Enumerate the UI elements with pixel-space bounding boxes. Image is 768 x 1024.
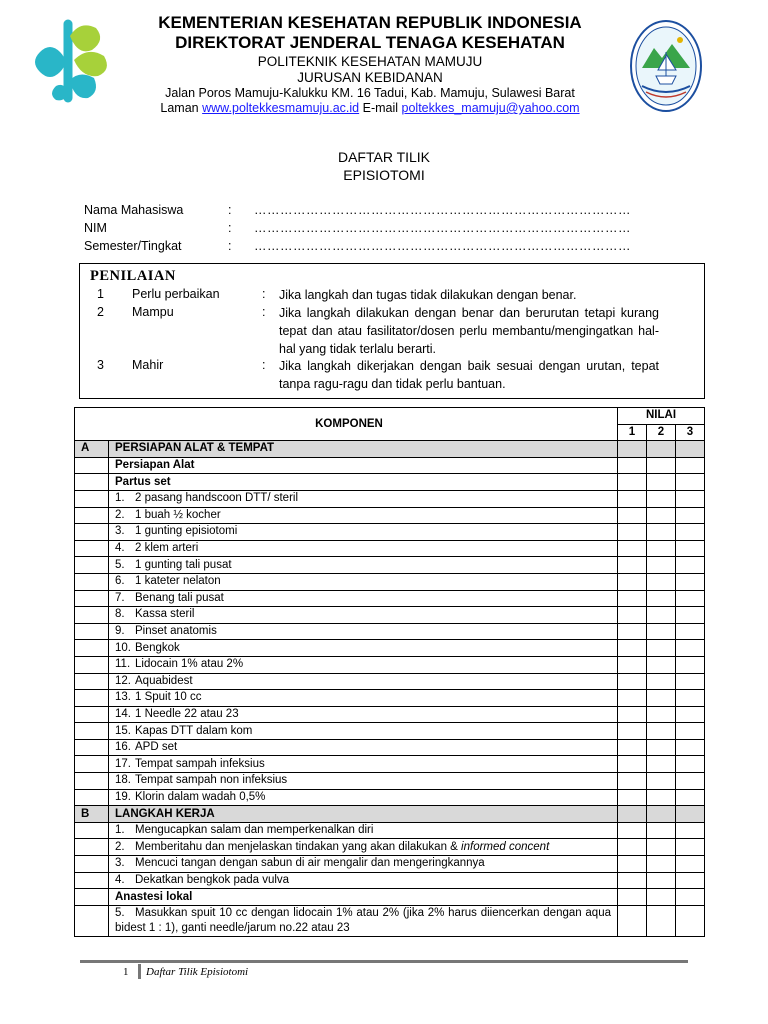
item-number: 5. (115, 558, 125, 571)
score-cell[interactable] (676, 656, 705, 673)
item-number: 16. (115, 741, 131, 754)
score-col-header: 1 (618, 424, 647, 441)
score-cell[interactable] (647, 490, 676, 507)
empty-cell (75, 905, 109, 936)
empty-cell (75, 872, 109, 889)
score-col-header: 2 (647, 424, 676, 441)
table-row (75, 590, 705, 607)
empty-cell (75, 573, 109, 590)
komponen-header: KOMPONEN (75, 408, 618, 441)
item-text: 1 Needle 22 atau 23 (135, 707, 239, 720)
score-cell[interactable] (647, 607, 676, 624)
item-number: 4. (115, 542, 125, 555)
score-cell[interactable] (618, 673, 647, 690)
item-number: 13. (115, 691, 131, 704)
item-text: 1 Spuit 10 cc (135, 691, 202, 704)
score-cell[interactable] (676, 640, 705, 657)
score-cell[interactable] (676, 773, 705, 790)
item-number: 1. (115, 492, 125, 505)
empty-cell (75, 690, 109, 707)
item-number: 2. (115, 840, 125, 853)
score-cell[interactable] (618, 607, 647, 624)
legend-name-2: Mampu (132, 305, 174, 319)
address: Jalan Poros Mamuju-Kalukku KM. 16 Tadui, Kab. Mamuju, Sulawesi Barat (165, 86, 575, 100)
assessment-legend-box (79, 263, 705, 399)
legend-name-1: Perlu perbaikan (132, 287, 220, 301)
score-cell[interactable] (676, 706, 705, 723)
item-number: 10. (115, 641, 131, 654)
score-cell[interactable] (647, 623, 676, 640)
score-cell[interactable] (676, 806, 705, 823)
score-cell[interactable] (647, 889, 676, 906)
score-cell[interactable] (618, 490, 647, 507)
legend-desc-2: Jika langkah dilakukan dengan benar dan berurutan tetapi kurang tepat dan atau fasilitator/dosen perlu membantu/mengingatkan hal-hal yang tidak terlalu berarti. (279, 306, 659, 356)
item-text: Tempat sampah non infeksius (135, 774, 288, 787)
empty-cell (75, 789, 109, 806)
item-text: Lidocain 1% atau 2% (135, 658, 244, 671)
empty-cell (75, 590, 109, 607)
item-number: 18. (115, 774, 131, 787)
score-cell[interactable] (618, 457, 647, 474)
score-cell[interactable] (618, 822, 647, 839)
directorate-name: DIREKTORAT JENDERAL TENAGA KESEHATAN (175, 33, 565, 52)
score-cell[interactable] (676, 739, 705, 756)
table-row (75, 623, 705, 640)
item-text: Mengucapkan salam dan memperkenalkan diri (135, 824, 374, 837)
table-row (75, 872, 705, 889)
item-text: APD set (135, 741, 178, 754)
item-number: 5. (115, 906, 125, 919)
item-text: 1 kateter nelaton (135, 575, 221, 588)
item-number: 11. (115, 658, 131, 671)
score-cell[interactable] (676, 690, 705, 707)
score-cell[interactable] (676, 573, 705, 590)
checklist-item (109, 839, 618, 856)
score-cell[interactable] (647, 806, 676, 823)
item-text: 2 pasang handscoon DTT/ steril (135, 492, 299, 505)
table-row (75, 656, 705, 673)
score-cell[interactable] (647, 573, 676, 590)
footer-title: Daftar Tilik Episiotomi (146, 966, 249, 978)
score-cell[interactable] (618, 889, 647, 906)
item-text: Mencuci tangan dengan sabun di air mengalir dan mengeringkannya (135, 857, 485, 870)
score-col-header: 3 (676, 424, 705, 441)
student-name-field[interactable]: …………………………………………………………………………… (254, 203, 631, 217)
institution-name: POLITEKNIK KESEHATAN MAMUJU (257, 54, 483, 69)
empty-cell (75, 739, 109, 756)
score-cell[interactable] (647, 905, 676, 936)
student-name-label: Nama Mahasiswa (84, 203, 184, 217)
empty-cell (75, 839, 109, 856)
semester-label: Semester/Tingkat (84, 239, 182, 253)
item-text: 1 gunting tali pusat (135, 558, 232, 571)
score-cell[interactable] (676, 524, 705, 541)
table-row (75, 706, 705, 723)
footer-rule (80, 960, 688, 963)
item-number: 7. (115, 591, 125, 604)
empty-cell (75, 474, 109, 491)
table-row (75, 690, 705, 707)
item-text: Benang tali pusat (135, 591, 224, 604)
checklist-item (109, 756, 618, 773)
score-cell[interactable] (676, 557, 705, 574)
score-cell[interactable] (676, 839, 705, 856)
item-number: 1. (115, 824, 125, 837)
score-cell[interactable] (618, 773, 647, 790)
empty-cell (75, 540, 109, 557)
empty-cell (75, 607, 109, 624)
score-cell[interactable] (676, 540, 705, 557)
legend-score-2: 2 (97, 305, 104, 319)
empty-cell (75, 856, 109, 873)
table-row (75, 856, 705, 873)
checklist-item (109, 573, 618, 590)
item-number: 6. (115, 575, 125, 588)
table-row (75, 640, 705, 657)
table-row (75, 673, 705, 690)
score-cell[interactable] (647, 822, 676, 839)
score-cell[interactable] (647, 856, 676, 873)
student-nim-row (84, 221, 631, 235)
table-row (75, 839, 705, 856)
item-text: 1 gunting episiotomi (135, 525, 238, 538)
score-cell[interactable] (618, 723, 647, 740)
student-name-row (84, 203, 631, 217)
score-cell[interactable] (647, 507, 676, 524)
nilai-header: NILAI (618, 408, 705, 425)
colon: : (228, 221, 232, 235)
item-text: Masukkan spuit 10 cc dengan lidocain 1% atau 2% (jika 2% harus diiencerkan dengan aqua bidest 1 : 1), ganti needle/jarum no.22 atau 23 (115, 906, 611, 934)
checklist-item (109, 673, 618, 690)
section-title: LANGKAH KERJA (109, 806, 618, 823)
empty-cell (75, 507, 109, 524)
table-row (75, 723, 705, 740)
score-cell[interactable] (676, 474, 705, 491)
table-row (75, 607, 705, 624)
section-letter: B (75, 806, 109, 823)
score-cell[interactable] (676, 607, 705, 624)
checklist-item (109, 524, 618, 541)
website-link[interactable]: www.poltekkesmamuju.ac.id (202, 101, 360, 115)
score-cell[interactable] (618, 573, 647, 590)
score-cell[interactable] (676, 457, 705, 474)
score-cell[interactable] (618, 590, 647, 607)
table-row (75, 773, 705, 790)
student-nim-label: NIM (84, 221, 107, 235)
colon: : (262, 305, 266, 319)
score-cell[interactable] (618, 905, 647, 936)
email-label: E-mail (362, 101, 399, 115)
semester-row (84, 239, 631, 253)
table-row (75, 573, 705, 590)
item-text: Dekatkan bengkok pada vulva (135, 873, 290, 886)
score-cell[interactable] (647, 756, 676, 773)
score-cell[interactable] (618, 524, 647, 541)
empty-cell (75, 822, 109, 839)
item-text: 1 buah ½ kocher (135, 508, 221, 521)
score-cell[interactable] (618, 690, 647, 707)
colon: : (262, 358, 266, 372)
checklist-item (109, 590, 618, 607)
department-name: JURUSAN KEBIDANAN (297, 70, 443, 85)
score-cell[interactable] (647, 773, 676, 790)
score-cell[interactable] (647, 872, 676, 889)
score-cell[interactable] (647, 839, 676, 856)
item-text: Tempat sampah infeksius (135, 757, 265, 770)
checklist-item (109, 690, 618, 707)
score-cell[interactable] (647, 640, 676, 657)
item-number: 8. (115, 608, 125, 621)
empty-cell (75, 656, 109, 673)
table-row (75, 507, 705, 524)
item-number: 12. (115, 674, 131, 687)
score-cell[interactable] (676, 673, 705, 690)
score-cell[interactable] (676, 822, 705, 839)
score-cell[interactable] (618, 474, 647, 491)
checklist-item (109, 557, 618, 574)
section-letter: A (75, 441, 109, 458)
checklist-item (109, 905, 618, 936)
score-cell[interactable] (618, 756, 647, 773)
score-cell[interactable] (618, 507, 647, 524)
legend-desc-3: Jika langkah dikerjakan dengan baik sesuai dengan urutan, tepat tanpa ragu-ragu dan tidak perlu bantuan. (279, 359, 659, 391)
score-cell[interactable] (618, 739, 647, 756)
score-cell[interactable] (618, 540, 647, 557)
kemenkes-logo (26, 16, 116, 106)
checklist-item (109, 723, 618, 740)
score-cell[interactable] (676, 723, 705, 740)
assessment-legend-title: PENILAIAN (90, 268, 176, 284)
score-cell[interactable] (647, 690, 676, 707)
empty-cell (75, 773, 109, 790)
item-number: 2. (115, 508, 125, 521)
document-title: DAFTAR TILIK (337, 149, 431, 165)
checklist-item (109, 789, 618, 806)
item-number: 15. (115, 724, 131, 737)
score-cell[interactable] (618, 872, 647, 889)
score-cell[interactable] (618, 441, 647, 458)
score-cell[interactable] (618, 623, 647, 640)
score-cell[interactable] (618, 856, 647, 873)
footer-separator (138, 964, 141, 979)
item-number: 3. (115, 857, 125, 870)
empty-cell (75, 756, 109, 773)
poltekkes-mamuju-logo (628, 18, 704, 114)
checklist-item (109, 856, 618, 873)
checklist-item (109, 607, 618, 624)
item-text: 2 klem arteri (135, 542, 199, 555)
item-text-italic: informed concent (461, 840, 550, 853)
score-cell[interactable] (647, 474, 676, 491)
item-text: Aquabidest (135, 674, 193, 687)
checklist-item (109, 507, 618, 524)
score-cell[interactable] (647, 540, 676, 557)
empty-cell (75, 706, 109, 723)
table-row (75, 524, 705, 541)
score-cell[interactable] (647, 789, 676, 806)
score-cell[interactable] (647, 673, 676, 690)
score-cell[interactable] (676, 905, 705, 936)
table-row (75, 789, 705, 806)
score-cell[interactable] (618, 806, 647, 823)
empty-cell (75, 490, 109, 507)
item-number: 14. (115, 707, 131, 720)
item-text: Kassa steril (135, 608, 195, 621)
score-cell[interactable] (676, 590, 705, 607)
score-cell[interactable] (676, 756, 705, 773)
legend-desc-1: Jika langkah dan tugas tidak dilakukan dengan benar. (279, 288, 577, 302)
score-cell[interactable] (676, 872, 705, 889)
legend-score-1: 1 (97, 287, 104, 301)
score-cell[interactable] (618, 789, 647, 806)
score-cell[interactable] (647, 524, 676, 541)
table-row (75, 739, 705, 756)
checklist-item (109, 656, 618, 673)
empty-cell (75, 524, 109, 541)
subsection-title: Persiapan Alat (109, 457, 618, 474)
legend-name-3: Mahir (132, 358, 164, 372)
checklist-item (109, 739, 618, 756)
checklist-item (109, 540, 618, 557)
item-number: 4. (115, 873, 125, 886)
checklist-item (109, 640, 618, 657)
item-number: 17. (115, 757, 131, 770)
empty-cell (75, 623, 109, 640)
item-text: Memberitahu dan menjelaskan tindakan yang akan dilakukan & (135, 840, 458, 853)
item-number: 19. (115, 790, 131, 803)
semester-field[interactable]: …………………………………………………………………………… (254, 239, 631, 253)
table-row (75, 490, 705, 507)
checklist-item (109, 623, 618, 640)
score-cell[interactable] (676, 789, 705, 806)
score-cell[interactable] (647, 557, 676, 574)
section-title: PERSIAPAN ALAT & TEMPAT (109, 441, 618, 458)
score-cell[interactable] (676, 889, 705, 906)
score-cell[interactable] (647, 723, 676, 740)
table-row (75, 557, 705, 574)
score-cell[interactable] (676, 623, 705, 640)
checklist-table (74, 407, 705, 937)
score-cell[interactable] (618, 706, 647, 723)
score-cell[interactable] (618, 839, 647, 856)
checklist-item (109, 490, 618, 507)
checklist-item (109, 773, 618, 790)
score-cell[interactable] (647, 739, 676, 756)
item-text: Kapas DTT dalam kom (135, 724, 253, 737)
email-link[interactable]: poltekkes_mamuju@yahoo.com (401, 101, 580, 115)
colon: : (228, 239, 232, 253)
student-nim-field[interactable]: …………………………………………………………………………… (254, 221, 631, 235)
table-row (75, 822, 705, 839)
item-number: 9. (115, 625, 125, 638)
ministry-name: KEMENTERIAN KESEHATAN REPUBLIK INDONESIA (158, 13, 582, 32)
score-cell[interactable] (676, 856, 705, 873)
colon: : (262, 287, 266, 301)
empty-cell (75, 640, 109, 657)
score-cell[interactable] (647, 590, 676, 607)
web-label: Laman (160, 101, 199, 115)
score-cell[interactable] (647, 706, 676, 723)
item-text: Bengkok (135, 641, 180, 654)
score-cell[interactable] (676, 507, 705, 524)
item-text: Klorin dalam wadah 0,5% (135, 790, 266, 803)
contact-line (120, 101, 620, 115)
colon: : (228, 203, 232, 217)
checklist-item (109, 872, 618, 889)
subsection-title: Partus set (109, 474, 618, 491)
score-cell[interactable] (618, 557, 647, 574)
legend-score-3: 3 (97, 358, 104, 372)
empty-cell (75, 557, 109, 574)
score-cell[interactable] (647, 457, 676, 474)
empty-cell (75, 673, 109, 690)
score-cell[interactable] (676, 490, 705, 507)
table-row (75, 756, 705, 773)
page-number: 1 (123, 966, 129, 978)
score-cell[interactable] (647, 441, 676, 458)
checklist-item (109, 706, 618, 723)
empty-cell (75, 889, 109, 906)
empty-cell (75, 723, 109, 740)
score-cell[interactable] (647, 656, 676, 673)
score-cell[interactable] (618, 640, 647, 657)
document-subtitle: EPISIOTOMI (343, 167, 425, 183)
empty-cell (75, 457, 109, 474)
checklist-item (109, 822, 618, 839)
subsection-title: Anastesi lokal (109, 889, 618, 906)
score-cell[interactable] (618, 656, 647, 673)
item-text: Pinset anatomis (135, 625, 217, 638)
table-row (75, 540, 705, 557)
score-cell[interactable] (676, 441, 705, 458)
item-number: 3. (115, 525, 125, 538)
